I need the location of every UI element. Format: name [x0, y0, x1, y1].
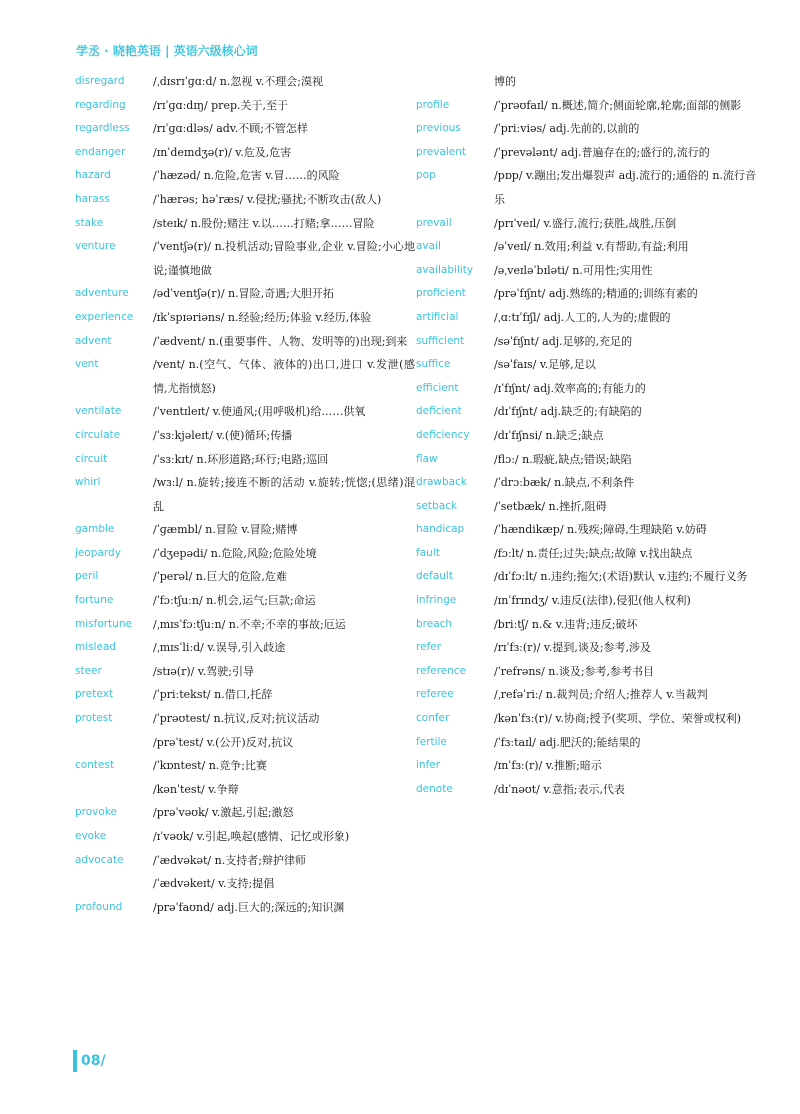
- definition: /ˈrefrəns/ n.谈及;参考,参考书目: [494, 664, 655, 678]
- headword: handicap: [416, 523, 465, 536]
- definition: /ɪnˈfrɪndʒ/ v.违反(法律),侵犯(他人权利): [494, 594, 691, 608]
- headword: availability: [416, 263, 474, 276]
- definition: /ɪnˈdeɪndʒə(r)/ v.危及,危害: [153, 145, 292, 159]
- vocab-entry: [75, 754, 415, 778]
- vocab-entry: [416, 424, 756, 448]
- vocab-entry: [75, 542, 415, 566]
- headword: proficient: [416, 287, 466, 300]
- vocab-entry: [416, 518, 756, 542]
- right-column: [416, 70, 756, 801]
- definition: /rɪˈɡɑːdləs/ adv.不顾;不管怎样: [153, 122, 308, 136]
- headword: setback: [416, 499, 458, 512]
- headword: pop: [416, 169, 436, 182]
- definition: /dɪˈfɪʃnsi/ n.缺乏;缺点: [494, 428, 604, 442]
- headword: confer: [416, 712, 450, 725]
- headword: jeopardy: [75, 546, 121, 559]
- vocab-entry: [416, 117, 756, 141]
- headword: avail: [416, 240, 441, 253]
- definition: /ˈfɔːtʃuːn/ n.机会,运气;巨款;命运: [153, 594, 316, 608]
- vocab-entry: [75, 731, 415, 755]
- vocab-entry: [75, 353, 415, 400]
- definition: /briːtʃ/ n.& v.违背;违反;破坏: [494, 617, 638, 631]
- vocab-entry: [416, 660, 756, 684]
- vocab-entry: [75, 825, 415, 849]
- headword: evoke: [75, 830, 107, 842]
- headword: artificial: [416, 310, 459, 323]
- running-header: [76, 42, 258, 59]
- vocab-entry: [75, 117, 415, 141]
- headword: adventure: [75, 287, 129, 300]
- vocab-entry: [416, 400, 756, 424]
- vocab-entry: [416, 353, 756, 377]
- vocab-entry: [75, 70, 415, 94]
- definition: /ˌdɪsrɪˈɡɑːd/ n.忽视 v.不理会;漠视: [153, 75, 323, 88]
- definition: /dɪˈnəʊt/ v.意指;表示,代表: [494, 782, 625, 796]
- headword: profound: [75, 900, 123, 913]
- headword: peril: [75, 570, 99, 583]
- headword: venture: [75, 240, 116, 253]
- headword: harass: [75, 192, 110, 205]
- headword: suffice: [416, 358, 451, 371]
- definition: /ˈprəʊtest/ n.抗议,反对;抗议活动: [153, 712, 320, 726]
- vocab-entry: [75, 613, 415, 637]
- definition: /dɪˈfɪʃnt/ adj.缺乏的;有缺陷的: [494, 405, 642, 419]
- headword: regardless: [75, 122, 130, 135]
- vocab-entry: [75, 872, 415, 896]
- definition: /ˈsetbæk/ n.挫折,阻碍: [494, 499, 607, 513]
- vocab-entry: [75, 448, 415, 472]
- headword: deficient: [416, 405, 462, 418]
- vocab-entry: [75, 164, 415, 188]
- vocab-entry: [75, 235, 415, 282]
- headword: fault: [416, 546, 440, 559]
- book-title: 学丞 · 晓艳英语: [76, 44, 161, 58]
- vocab-entry: [75, 141, 415, 165]
- vocab-entry: [416, 330, 756, 354]
- vocab-entry: [416, 589, 756, 613]
- definition: /rɪˈfɜː(r)/ v.提到,谈及;参考,涉及: [494, 641, 652, 655]
- definition: /əˌveɪləˈbɪləti/ n.可用性;实用性: [494, 263, 653, 277]
- vocab-entry: [416, 70, 756, 94]
- vocab-entry: [416, 377, 756, 401]
- headword: drawback: [416, 476, 467, 489]
- vocab-entry: [416, 282, 756, 306]
- vocab-entry: [75, 849, 415, 873]
- vocab-entry: [416, 471, 756, 495]
- page-number: 08/: [73, 1050, 106, 1072]
- headword: infer: [416, 759, 441, 772]
- vocab-entry: [75, 400, 415, 424]
- definition: /ˈpriːviəs/ adj.先前的,以前的: [494, 122, 640, 136]
- vocab-entry: [75, 683, 415, 707]
- definition: /prɪˈveɪl/ v.盛行,流行;获胜,战胜,压倒: [494, 216, 677, 230]
- headword: experience: [75, 310, 134, 323]
- definition: /prəˈfɪʃnt/ adj.熟练的;精通的;训练有素的: [494, 287, 698, 301]
- definition: 博的: [494, 75, 516, 88]
- vocab-entry: [75, 589, 415, 613]
- headword: hazard: [75, 169, 111, 182]
- definition: /səˈfaɪs/ v.足够,足以: [494, 358, 596, 372]
- headword: default: [416, 570, 453, 583]
- headword: infringe: [416, 594, 457, 607]
- vocab-entry: [75, 212, 415, 236]
- definition: /wɜːl/ n.旋转;接连不断的活动 v.旋转;恍惚;(思绪)混乱: [153, 476, 415, 513]
- definition: /ˌmɪsˈfɔːtʃuːn/ n.不幸;不幸的事故;厄运: [153, 617, 346, 631]
- headword: breach: [416, 617, 453, 630]
- definition: /ɪnˈfɜː(r)/ v.推断;暗示: [494, 759, 602, 773]
- definition: /ˌrefəˈriː/ n.裁判员;介绍人;推荐人 v.当裁判: [494, 688, 708, 702]
- vocab-entry: [75, 188, 415, 212]
- definition: /ˈprəʊfaɪl/ n.概述,简介;侧面轮廓,轮廓;面部的侧影: [494, 98, 742, 112]
- vocab-entry: [75, 636, 415, 660]
- headword: misfortune: [75, 617, 132, 630]
- vocab-entry: [416, 212, 756, 236]
- vocab-entry: [416, 778, 756, 802]
- headword: efficient: [416, 381, 459, 394]
- vocab-entry: [416, 565, 756, 589]
- definition: /ˈsɜːkjəleɪt/ v.(使)循环;传播: [153, 428, 293, 442]
- definition: /ˌɑːtɪˈfɪʃl/ adj.人工的,人为的;虚假的: [494, 310, 671, 324]
- vocab-entry: [416, 731, 756, 755]
- vocab-entry: [416, 495, 756, 519]
- headword: circulate: [75, 428, 121, 441]
- definition: /ˈpriːtekst/ n.借口,托辞: [153, 688, 273, 702]
- headword: whirl: [75, 476, 101, 489]
- definition: /ˈdʒepədi/ n.危险,风险;危险处境: [153, 546, 317, 560]
- headword: provoke: [75, 806, 117, 819]
- definition: /ˈhæzəd/ n.危险,危害 v.冒……的风险: [153, 169, 340, 183]
- vocab-entry: [416, 613, 756, 637]
- definition: /ˈædvent/ n.(重要事件、人物、发明等的)出现;到来: [153, 334, 408, 348]
- definition: /səˈfɪʃnt/ adj.足够的,充足的: [494, 334, 633, 348]
- headword: referee: [416, 688, 454, 701]
- vocab-entry: [416, 542, 756, 566]
- headword: steer: [75, 664, 102, 677]
- definition: /prəˈvəʊk/ v.激起,引起;激怒: [153, 806, 294, 820]
- vocab-entry: [75, 565, 415, 589]
- definition: /ˈprevələnt/ adj.普遍存在的;盛行的,流行的: [494, 145, 710, 159]
- headword: circuit: [75, 452, 108, 465]
- definition: /fɔːlt/ n.责任;过失;缺点;故障 v.找出缺点: [494, 546, 693, 560]
- vocab-entry: [75, 306, 415, 330]
- headword: disregard: [75, 75, 125, 87]
- left-column: [75, 70, 415, 919]
- definition: /ˈhærəs; həˈræs/ v.侵扰;骚扰;不断攻击(敌人): [153, 192, 382, 206]
- vocab-entry: [75, 282, 415, 306]
- definition: /ˈædvəkət/ n.支持者;辩护律师: [153, 853, 306, 867]
- definition: /ˈædvəkeɪt/ v.支持;提倡: [153, 877, 275, 891]
- definition: /steɪk/ n.股份;赌注 v.以……打赌;拿……冒险: [153, 216, 375, 230]
- headword: regarding: [75, 98, 126, 111]
- definition: /əˈveɪl/ n.效用;利益 v.有帮助,有益;利用: [494, 240, 689, 254]
- headword: flaw: [416, 452, 438, 465]
- headword: stake: [75, 216, 104, 229]
- headword: prevail: [416, 216, 452, 229]
- definition: /stɪə(r)/ v.驾驶;引导: [153, 664, 254, 678]
- headword: fortune: [75, 594, 114, 607]
- vocab-entry: [416, 707, 756, 731]
- definition: /dɪˈfɔːlt/ n.违约;拖欠;(术语)默认 v.违约;不履行义务: [494, 570, 748, 584]
- vocab-entry: [75, 778, 415, 802]
- vocab-entry: [416, 141, 756, 165]
- header-divider: |: [160, 44, 174, 58]
- definition: /ˌmɪsˈliːd/ v.误导,引入歧途: [153, 641, 286, 655]
- headword: profile: [416, 98, 450, 111]
- headword: contest: [75, 759, 115, 772]
- definition: /prəˈtest/ v.(公开)反对,抗议: [153, 735, 294, 749]
- definition: /ˈdrɔːbæk/ n.缺点,不利条件: [494, 476, 635, 490]
- headword: refer: [416, 641, 442, 654]
- headword: prevalent: [416, 145, 467, 158]
- vocab-entry: [75, 94, 415, 118]
- headword: denote: [416, 782, 453, 795]
- definition: /ˈfɜːtaɪl/ adj.肥沃的;能结果的: [494, 735, 641, 749]
- definition: /vent/ n.(空气、气体、液体的)出口,进口 v.发泄(感情,尤指愤怒): [153, 358, 415, 395]
- vocab-entry: [416, 259, 756, 283]
- headword: pretext: [75, 688, 113, 701]
- headword: ventilate: [75, 405, 122, 418]
- definition: /kənˈtest/ v.争辩: [153, 782, 239, 796]
- headword: sufficient: [416, 334, 465, 347]
- definition: /ɪˈvəʊk/ v.引起,唤起(感情、记忆或形象): [153, 830, 350, 843]
- headword: deficiency: [416, 428, 470, 441]
- vocab-entry: [416, 683, 756, 707]
- section-title: 英语六级核心词: [173, 44, 258, 58]
- vocab-entry: [75, 660, 415, 684]
- headword: advocate: [75, 853, 124, 866]
- vocab-entry: [75, 707, 415, 731]
- vocab-entry: [416, 448, 756, 472]
- headword: reference: [416, 664, 467, 677]
- headword: endanger: [75, 145, 126, 158]
- vocab-entry: [416, 164, 756, 211]
- headword: protest: [75, 712, 113, 725]
- vocab-entry: [416, 235, 756, 259]
- vocab-entry: [75, 330, 415, 354]
- definition: /ɪˈfɪʃnt/ adj.效率高的;有能力的: [494, 381, 646, 395]
- vocab-entry: [75, 518, 415, 542]
- headword: vent: [75, 358, 99, 371]
- definition: /ˈventʃə(r)/ n.投机活动;冒险事业,企业 v.冒险;小心地说;谨慎地做: [153, 240, 415, 277]
- definition: /flɔː/ n.瑕疵,缺点;错误;缺陷: [494, 452, 632, 466]
- headword: fertile: [416, 735, 447, 748]
- vocab-entry: [75, 896, 415, 920]
- headword: gamble: [75, 523, 115, 536]
- definition: /prəˈfaʊnd/ adj.巨大的;深远的;知识渊: [153, 900, 345, 914]
- definition: /rɪˈɡɑːdɪŋ/ prep.关于,至于: [153, 98, 288, 112]
- vocab-entry: [416, 636, 756, 660]
- definition: /ˈɡæmbl/ n.冒险 v.冒险;赌博: [153, 523, 298, 537]
- definition: /kənˈfɜː(r)/ v.协商;授予(奖项、学位、荣誉或权利): [494, 712, 742, 726]
- vocab-entry: [75, 801, 415, 825]
- definition: /pɒp/ v.蹦出;发出爆裂声 adj.流行的;通俗的 n.流行音乐: [494, 169, 756, 206]
- definition: /ˈsɜːkɪt/ n.环形道路;环行;电路;巡回: [153, 452, 329, 466]
- vocab-entry: [75, 471, 415, 518]
- vocab-entry: [416, 94, 756, 118]
- definition: /ˈkɒntest/ n.竞争;比赛: [153, 759, 268, 773]
- definition: /ədˈventʃə(r)/ n.冒险,奇遇;大胆开拓: [153, 287, 334, 301]
- definition: /ɪkˈspɪəriəns/ n.经验;经历;体验 v.经历,体验: [153, 310, 372, 324]
- vocab-entry: [416, 754, 756, 778]
- headword: advent: [75, 334, 112, 347]
- headword: mislead: [75, 641, 117, 654]
- headword: previous: [416, 122, 461, 135]
- definition: /ˈhændikæp/ n.残疾;障碍,生理缺陷 v.妨碍: [494, 523, 707, 537]
- vocab-entry: [416, 306, 756, 330]
- vocab-entry: [75, 424, 415, 448]
- definition: /ˈperəl/ n.巨大的危险,危难: [153, 570, 287, 584]
- definition: /ˈventɪleɪt/ v.使通风;(用呼吸机)给……供氧: [153, 405, 366, 419]
